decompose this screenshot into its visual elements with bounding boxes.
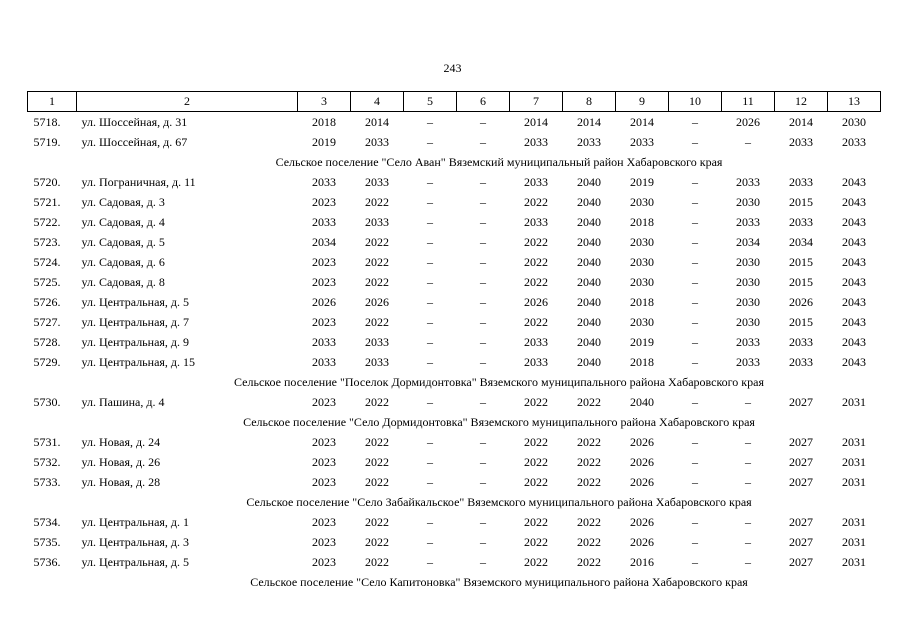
year-cell: 2019: [630, 334, 654, 349]
year-cell: 2022: [524, 454, 548, 469]
year-cell: –: [427, 434, 433, 449]
year-cell: 2030: [630, 274, 654, 289]
year-cell: 2034: [736, 234, 760, 249]
year-cell: 2022: [524, 234, 548, 249]
section-heading: Сельское поселение "Село Капитоновка" Вяземского муниципального района Хабаровского края: [250, 574, 748, 589]
year-cell: 2023: [312, 514, 336, 529]
table-row: [28, 232, 881, 252]
year-cell: 2023: [312, 314, 336, 329]
year-cell: 2040: [577, 214, 601, 229]
address-cell: ул. Пограничная, д. 11: [81, 174, 196, 189]
table-row: [28, 332, 881, 352]
year-cell: –: [692, 274, 698, 289]
year-cell: –: [745, 434, 751, 449]
year-cell: 2023: [312, 554, 336, 569]
table-row: [28, 432, 881, 452]
year-cell: 2030: [630, 194, 654, 209]
address-cell: ул. Садовая, д. 8: [81, 274, 165, 289]
column-header: 10: [669, 92, 722, 112]
table-row: [28, 292, 881, 312]
address-cell: ул. Центральная, д. 5: [81, 294, 190, 309]
page-number: 243: [443, 61, 462, 75]
year-cell: 2027: [789, 534, 813, 549]
year-cell: 2026: [736, 114, 760, 129]
column-header: 6: [457, 92, 510, 112]
year-cell: –: [480, 114, 486, 129]
year-cell: –: [692, 174, 698, 189]
year-cell: 2034: [312, 234, 336, 249]
table-row: [28, 552, 881, 572]
row-number: 5722.: [33, 214, 61, 229]
year-cell: 2043: [842, 274, 866, 289]
year-cell: 2016: [630, 554, 654, 569]
address-cell: ул. Новая, д. 24: [81, 434, 161, 449]
year-cell: 2022: [524, 514, 548, 529]
year-cell: 2014: [630, 114, 654, 129]
section-heading: Сельское поселение "Село Забайкальское" Вяземского муниципального района Хабаровского края: [246, 494, 752, 509]
row-number: 5730.: [33, 394, 61, 409]
year-cell: 2040: [577, 274, 601, 289]
year-cell: 2014: [577, 114, 601, 129]
year-cell: –: [692, 394, 698, 409]
year-cell: 2022: [365, 394, 389, 409]
year-cell: 2022: [365, 534, 389, 549]
table-row: [28, 512, 881, 532]
year-cell: –: [745, 394, 751, 409]
year-cell: –: [692, 534, 698, 549]
year-cell: –: [480, 194, 486, 209]
year-cell: –: [480, 214, 486, 229]
year-cell: –: [427, 294, 433, 309]
address-cell: ул. Садовая, д. 4: [81, 214, 165, 229]
year-cell: 2033: [577, 134, 601, 149]
column-header: 1: [28, 92, 77, 112]
year-cell: 2027: [789, 434, 813, 449]
year-cell: 2015: [789, 194, 813, 209]
year-cell: –: [480, 134, 486, 149]
year-cell: –: [745, 454, 751, 469]
address-cell: ул. Центральная, д. 15: [81, 354, 196, 369]
year-cell: 2022: [524, 474, 548, 489]
row-number: 5731.: [33, 434, 61, 449]
year-cell: 2023: [312, 474, 336, 489]
year-cell: 2026: [630, 474, 654, 489]
year-cell: 2022: [524, 394, 548, 409]
table-row: [28, 172, 881, 192]
table-row: [28, 272, 881, 292]
header-row: [28, 92, 881, 112]
year-cell: 2033: [630, 134, 654, 149]
section-heading-row: [28, 152, 881, 172]
year-cell: 2022: [524, 314, 548, 329]
year-cell: 2022: [524, 434, 548, 449]
year-cell: –: [480, 474, 486, 489]
year-cell: –: [480, 334, 486, 349]
year-cell: –: [692, 294, 698, 309]
row-number: 5729.: [33, 354, 61, 369]
row-number: 5723.: [33, 234, 61, 249]
year-cell: –: [692, 254, 698, 269]
address-cell: ул. Шоссейная, д. 31: [81, 114, 188, 129]
year-cell: 2033: [524, 214, 548, 229]
address-cell: ул. Садовая, д. 6: [81, 254, 165, 269]
year-cell: 2023: [312, 434, 336, 449]
year-cell: 2027: [789, 394, 813, 409]
section-heading: Сельское поселение "Село Дормидонтовка" Вяземского муниципального района Хабаровского края: [243, 414, 755, 429]
year-cell: 2026: [630, 514, 654, 529]
address-cell: ул. Центральная, д. 3: [81, 534, 190, 549]
column-header: 2: [77, 92, 298, 112]
year-cell: –: [427, 234, 433, 249]
column-header: 8: [563, 92, 616, 112]
row-number: 5734.: [33, 514, 61, 529]
year-cell: –: [692, 234, 698, 249]
year-cell: 2019: [312, 134, 336, 149]
year-cell: 2043: [842, 294, 866, 309]
table-row: [28, 112, 881, 133]
year-cell: 2022: [365, 474, 389, 489]
year-cell: 2023: [312, 534, 336, 549]
table-row: [28, 252, 881, 272]
year-cell: 2033: [312, 174, 336, 189]
year-cell: 2043: [842, 194, 866, 209]
year-cell: 2030: [842, 114, 866, 129]
year-cell: 2014: [365, 114, 389, 129]
year-cell: 2019: [630, 174, 654, 189]
year-cell: –: [480, 294, 486, 309]
year-cell: 2023: [312, 194, 336, 209]
year-cell: 2022: [524, 254, 548, 269]
address-cell: ул. Новая, д. 26: [81, 454, 161, 469]
year-cell: 2014: [789, 114, 813, 129]
year-cell: –: [427, 214, 433, 229]
year-cell: –: [480, 394, 486, 409]
year-cell: 2022: [524, 534, 548, 549]
year-cell: 2040: [577, 234, 601, 249]
year-cell: 2015: [789, 314, 813, 329]
year-cell: –: [745, 534, 751, 549]
year-cell: 2031: [842, 394, 866, 409]
year-cell: –: [480, 554, 486, 569]
year-cell: 2033: [365, 174, 389, 189]
year-cell: 2033: [365, 354, 389, 369]
year-cell: 2031: [842, 514, 866, 529]
year-cell: –: [692, 514, 698, 529]
year-cell: 2018: [312, 114, 336, 129]
address-cell: ул. Центральная, д. 1: [81, 514, 190, 529]
address-cell: ул. Центральная, д. 5: [81, 554, 190, 569]
year-cell: 2014: [524, 114, 548, 129]
year-cell: –: [692, 214, 698, 229]
year-cell: –: [692, 454, 698, 469]
year-cell: 2022: [577, 534, 601, 549]
year-cell: 2018: [630, 354, 654, 369]
year-cell: 2018: [630, 214, 654, 229]
year-cell: –: [427, 134, 433, 149]
column-header: 12: [775, 92, 828, 112]
year-cell: 2030: [736, 254, 760, 269]
year-cell: 2040: [577, 194, 601, 209]
year-cell: 2034: [789, 234, 813, 249]
row-number: 5719.: [33, 134, 61, 149]
year-cell: 2033: [789, 354, 813, 369]
section-heading-row: [28, 492, 881, 512]
year-cell: 2043: [842, 234, 866, 249]
year-cell: 2023: [312, 274, 336, 289]
year-cell: 2030: [630, 314, 654, 329]
year-cell: 2033: [842, 134, 866, 149]
year-cell: 2033: [736, 334, 760, 349]
year-cell: –: [692, 194, 698, 209]
year-cell: 2040: [577, 334, 601, 349]
year-cell: –: [480, 354, 486, 369]
year-cell: –: [427, 314, 433, 329]
year-cell: 2022: [577, 394, 601, 409]
row-number: 5720.: [33, 174, 61, 189]
table-row: [28, 532, 881, 552]
year-cell: 2027: [789, 454, 813, 469]
year-cell: –: [480, 254, 486, 269]
year-cell: –: [480, 234, 486, 249]
year-cell: 2018: [630, 294, 654, 309]
year-cell: –: [427, 114, 433, 129]
year-cell: –: [745, 134, 751, 149]
section-heading-row: [28, 372, 881, 392]
year-cell: 2030: [736, 314, 760, 329]
year-cell: –: [692, 314, 698, 329]
address-cell: ул. Садовая, д. 3: [81, 194, 165, 209]
section-heading: Сельское поселение "Село Аван" Вяземский муниципальный район Хабаровского края: [275, 154, 723, 169]
year-cell: 2040: [577, 174, 601, 189]
row-number: 5732.: [33, 454, 61, 469]
year-cell: 2026: [630, 434, 654, 449]
year-cell: –: [692, 434, 698, 449]
year-cell: 2043: [842, 174, 866, 189]
year-cell: 2022: [365, 514, 389, 529]
year-cell: 2043: [842, 214, 866, 229]
year-cell: 2022: [577, 514, 601, 529]
year-cell: 2033: [365, 214, 389, 229]
year-cell: 2022: [524, 554, 548, 569]
year-cell: 2030: [736, 294, 760, 309]
year-cell: 2033: [524, 354, 548, 369]
year-cell: 2026: [630, 454, 654, 469]
year-cell: 2033: [789, 334, 813, 349]
year-cell: 2033: [736, 174, 760, 189]
address-cell: ул. Новая, д. 28: [81, 474, 161, 489]
year-cell: 2022: [577, 554, 601, 569]
year-cell: 2022: [365, 314, 389, 329]
column-header: 11: [722, 92, 775, 112]
row-number: 5735.: [33, 534, 61, 549]
table-header: [28, 92, 881, 112]
year-cell: 2022: [365, 194, 389, 209]
year-cell: 2033: [789, 134, 813, 149]
year-cell: 2031: [842, 534, 866, 549]
year-cell: 2033: [365, 134, 389, 149]
address-cell: ул. Центральная, д. 7: [81, 314, 190, 329]
year-cell: –: [692, 114, 698, 129]
year-cell: 2022: [365, 234, 389, 249]
year-cell: –: [427, 254, 433, 269]
year-cell: –: [427, 394, 433, 409]
year-cell: 2015: [789, 274, 813, 289]
row-number: 5728.: [33, 334, 61, 349]
year-cell: 2033: [736, 354, 760, 369]
year-cell: –: [427, 334, 433, 349]
year-cell: 2026: [312, 294, 336, 309]
year-cell: 2031: [842, 554, 866, 569]
schedule-table: [27, 91, 881, 592]
column-header: 3: [298, 92, 351, 112]
year-cell: –: [692, 334, 698, 349]
year-cell: 2022: [577, 454, 601, 469]
row-number: 5721.: [33, 194, 61, 209]
year-cell: 2043: [842, 314, 866, 329]
year-cell: 2033: [524, 174, 548, 189]
year-cell: 2022: [365, 434, 389, 449]
year-cell: 2031: [842, 474, 866, 489]
year-cell: 2033: [312, 214, 336, 229]
section-heading: Сельское поселение "Поселок Дормидонтовка" Вяземского муниципального района Хабаровского края: [234, 374, 764, 389]
year-cell: 2022: [365, 454, 389, 469]
table-row: [28, 472, 881, 492]
row-number: 5724.: [33, 254, 61, 269]
year-cell: 2026: [789, 294, 813, 309]
year-cell: 2026: [630, 534, 654, 549]
year-cell: 2033: [312, 334, 336, 349]
year-cell: –: [427, 514, 433, 529]
year-cell: 2031: [842, 454, 866, 469]
row-number: 5725.: [33, 274, 61, 289]
year-cell: –: [480, 454, 486, 469]
table-body: [28, 112, 881, 593]
year-cell: 2022: [524, 274, 548, 289]
column-header: 4: [351, 92, 404, 112]
year-cell: 2040: [577, 294, 601, 309]
column-header: 7: [510, 92, 563, 112]
year-cell: 2026: [524, 294, 548, 309]
year-cell: –: [692, 134, 698, 149]
year-cell: 2027: [789, 554, 813, 569]
year-cell: –: [427, 454, 433, 469]
address-cell: ул. Центральная, д. 9: [81, 334, 190, 349]
year-cell: 2022: [365, 554, 389, 569]
year-cell: –: [427, 274, 433, 289]
year-cell: 2043: [842, 354, 866, 369]
year-cell: –: [480, 514, 486, 529]
year-cell: –: [427, 354, 433, 369]
year-cell: 2022: [365, 274, 389, 289]
year-cell: 2040: [577, 314, 601, 329]
year-cell: 2027: [789, 474, 813, 489]
year-cell: 2030: [736, 194, 760, 209]
section-heading-row: [28, 572, 881, 592]
column-header: 13: [828, 92, 881, 112]
year-cell: 2043: [842, 334, 866, 349]
year-cell: 2023: [312, 394, 336, 409]
year-cell: –: [427, 194, 433, 209]
year-cell: –: [745, 514, 751, 529]
year-cell: –: [745, 474, 751, 489]
year-cell: 2026: [365, 294, 389, 309]
year-cell: –: [427, 174, 433, 189]
year-cell: 2031: [842, 434, 866, 449]
year-cell: 2022: [524, 194, 548, 209]
table-row: [28, 312, 881, 332]
year-cell: 2033: [736, 214, 760, 229]
year-cell: 2022: [577, 434, 601, 449]
year-cell: –: [745, 554, 751, 569]
table-row: [28, 132, 881, 152]
year-cell: –: [480, 274, 486, 289]
year-cell: 2043: [842, 254, 866, 269]
year-cell: 2027: [789, 514, 813, 529]
row-number: 5736.: [33, 554, 61, 569]
column-header: 9: [616, 92, 669, 112]
year-cell: 2033: [524, 134, 548, 149]
year-cell: –: [480, 434, 486, 449]
year-cell: 2033: [789, 214, 813, 229]
year-cell: 2040: [577, 254, 601, 269]
year-cell: 2030: [630, 234, 654, 249]
year-cell: –: [427, 554, 433, 569]
row-number: 5727.: [33, 314, 61, 329]
year-cell: –: [692, 554, 698, 569]
column-header: 5: [404, 92, 457, 112]
year-cell: 2033: [312, 354, 336, 369]
row-number: 5718.: [33, 114, 61, 129]
year-cell: 2040: [630, 394, 654, 409]
year-cell: 2040: [577, 354, 601, 369]
year-cell: 2015: [789, 254, 813, 269]
section-heading-row: [28, 412, 881, 432]
year-cell: 2033: [524, 334, 548, 349]
year-cell: –: [427, 474, 433, 489]
year-cell: –: [427, 534, 433, 549]
year-cell: –: [480, 174, 486, 189]
year-cell: 2030: [736, 274, 760, 289]
year-cell: –: [692, 354, 698, 369]
year-cell: –: [480, 314, 486, 329]
year-cell: –: [692, 474, 698, 489]
year-cell: 2033: [789, 174, 813, 189]
year-cell: 2023: [312, 254, 336, 269]
year-cell: 2022: [577, 474, 601, 489]
table-row: [28, 192, 881, 212]
year-cell: –: [480, 534, 486, 549]
year-cell: 2022: [365, 254, 389, 269]
row-number: 5726.: [33, 294, 61, 309]
address-cell: ул. Шоссейная, д. 67: [81, 134, 188, 149]
year-cell: 2023: [312, 454, 336, 469]
address-cell: ул. Пашина, д. 4: [81, 394, 165, 409]
table-row: [28, 212, 881, 232]
table-row: [28, 392, 881, 412]
year-cell: 2030: [630, 254, 654, 269]
table-row: [28, 352, 881, 372]
row-number: 5733.: [33, 474, 61, 489]
year-cell: 2033: [365, 334, 389, 349]
address-cell: ул. Садовая, д. 5: [81, 234, 165, 249]
table-row: [28, 452, 881, 472]
